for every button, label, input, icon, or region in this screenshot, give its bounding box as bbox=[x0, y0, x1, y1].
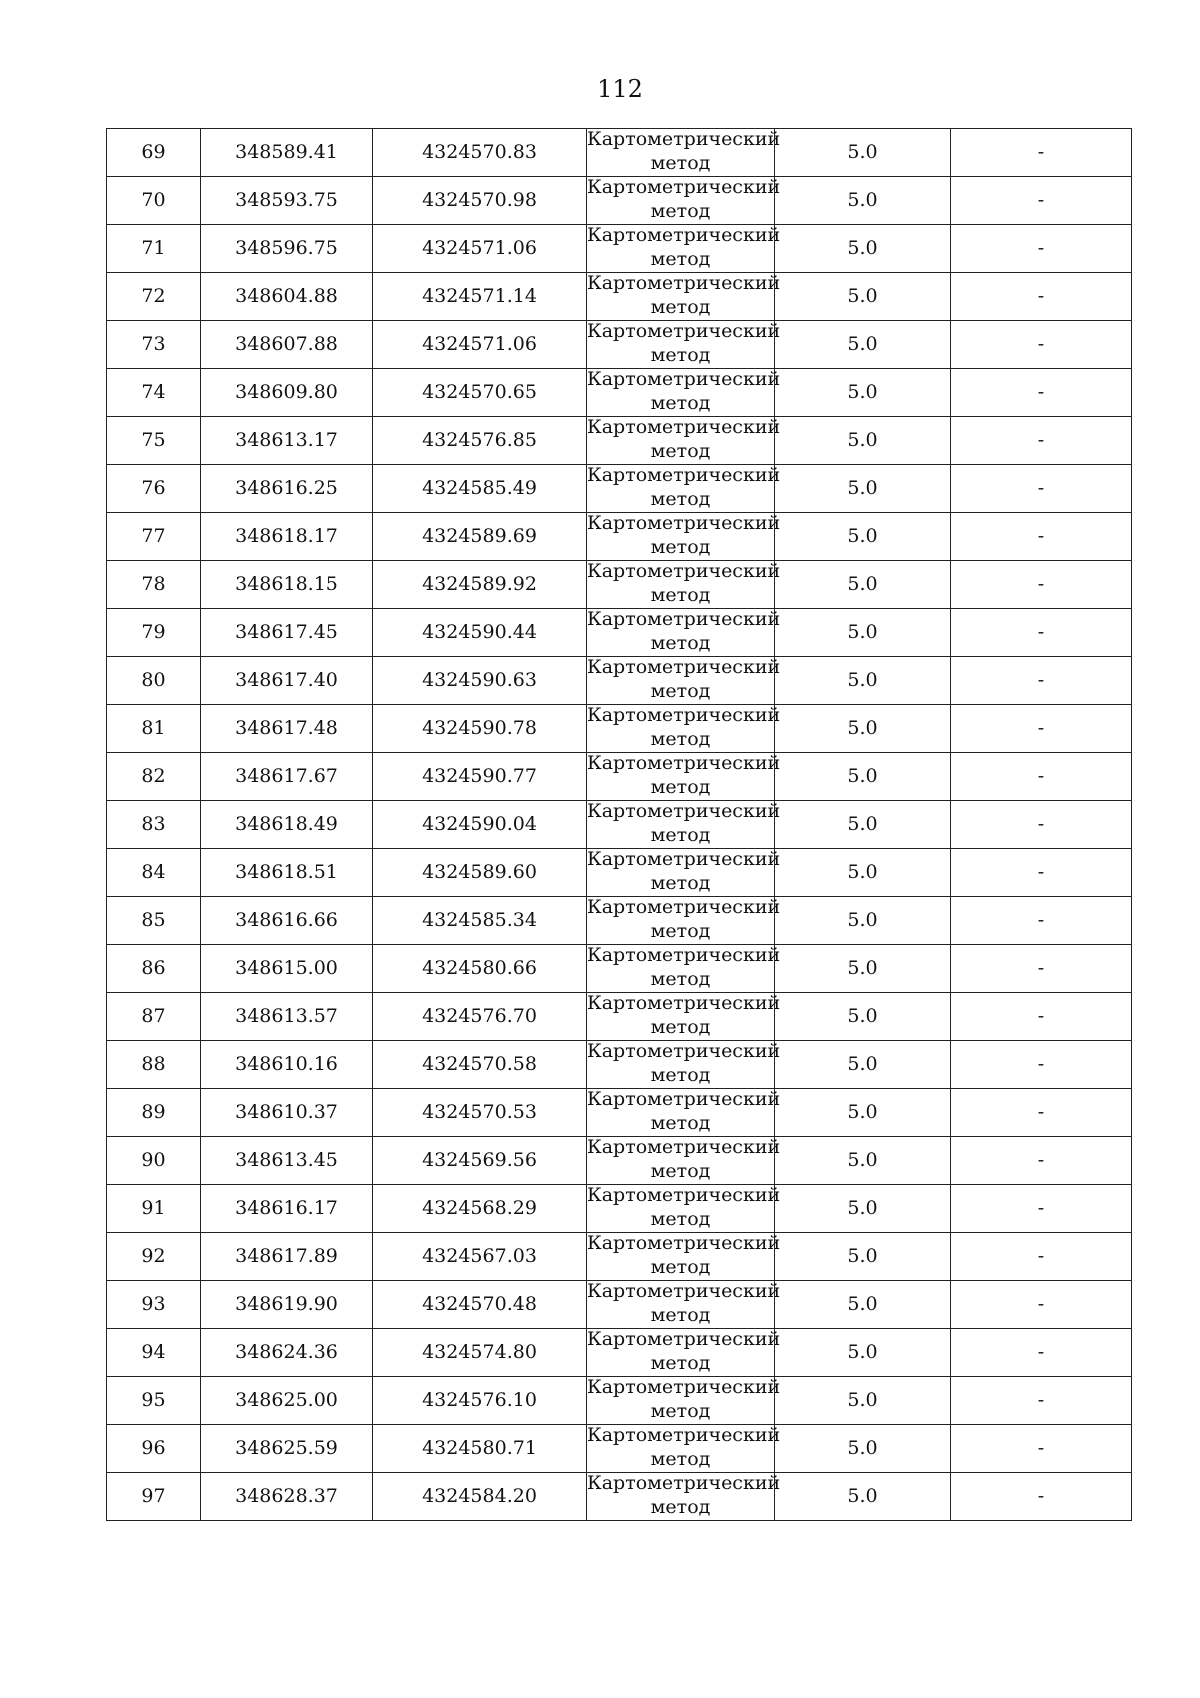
method-line: метод bbox=[650, 488, 711, 510]
accuracy-cell: 5.0 bbox=[775, 1425, 951, 1473]
method-cell bbox=[587, 512, 781, 561]
coordinate-y-cell: 4324590.63 bbox=[373, 657, 587, 705]
coordinate-y-cell: 4324580.66 bbox=[373, 945, 587, 993]
method-cell bbox=[587, 1040, 781, 1089]
method-cell bbox=[587, 1376, 781, 1425]
method-line: Картометрический bbox=[587, 1280, 781, 1302]
note-cell: - bbox=[951, 1185, 1132, 1233]
coordinate-x-cell: 348628.37 bbox=[201, 1473, 373, 1521]
note-cell: - bbox=[951, 993, 1132, 1041]
coordinate-x-cell: 348613.45 bbox=[201, 1137, 373, 1185]
method-line: метод bbox=[650, 1064, 711, 1086]
accuracy-cell: 5.0 bbox=[775, 1089, 951, 1137]
method-line: Картометрический bbox=[587, 176, 781, 198]
method-line: Картометрический bbox=[587, 368, 781, 390]
method-line: Картометрический bbox=[587, 512, 781, 534]
accuracy-cell: 5.0 bbox=[775, 1041, 951, 1089]
method-line: Картометрический bbox=[587, 848, 781, 870]
method-line: метод bbox=[650, 872, 711, 894]
accuracy-cell: 5.0 bbox=[775, 801, 951, 849]
coordinate-x-cell: 348616.25 bbox=[201, 465, 373, 513]
table-row bbox=[107, 1473, 1132, 1521]
note-cell: - bbox=[951, 753, 1132, 801]
coordinate-x-cell: 348618.49 bbox=[201, 801, 373, 849]
coordinate-x-cell: 348617.40 bbox=[201, 657, 373, 705]
coordinate-x-cell: 348617.67 bbox=[201, 753, 373, 801]
note-cell: - bbox=[951, 177, 1132, 225]
point-number-cell: 69 bbox=[107, 129, 201, 177]
note-cell: - bbox=[951, 465, 1132, 513]
method-cell bbox=[587, 704, 781, 753]
method-cell bbox=[587, 1184, 781, 1233]
method-line: метод bbox=[650, 1112, 711, 1134]
method-cell bbox=[587, 224, 781, 273]
point-number-cell: 76 bbox=[107, 465, 201, 513]
note-cell: - bbox=[951, 849, 1132, 897]
method-line: метод bbox=[650, 1256, 711, 1278]
method-line: Картометрический bbox=[587, 224, 781, 246]
point-number-cell: 89 bbox=[107, 1089, 201, 1137]
point-number-cell: 95 bbox=[107, 1377, 201, 1425]
point-number-cell: 97 bbox=[107, 1473, 201, 1521]
method-cell bbox=[587, 1088, 781, 1137]
coordinate-y-cell: 4324580.71 bbox=[373, 1425, 587, 1473]
accuracy-cell: 5.0 bbox=[775, 273, 951, 321]
coordinate-y-cell: 4324590.77 bbox=[373, 753, 587, 801]
table-row bbox=[107, 1137, 1132, 1185]
accuracy-cell: 5.0 bbox=[775, 1329, 951, 1377]
method-line: Картометрический bbox=[587, 704, 781, 726]
coordinate-y-cell: 4324584.20 bbox=[373, 1473, 587, 1521]
table-row bbox=[107, 561, 1132, 609]
method-line: Картометрический bbox=[587, 1088, 781, 1110]
note-cell: - bbox=[951, 225, 1132, 273]
point-number-cell: 88 bbox=[107, 1041, 201, 1089]
point-number-cell: 84 bbox=[107, 849, 201, 897]
table-row bbox=[107, 753, 1132, 801]
method-cell bbox=[587, 656, 781, 705]
method-line: метод bbox=[650, 1208, 711, 1230]
table-row bbox=[107, 1089, 1132, 1137]
table-row bbox=[107, 657, 1132, 705]
coordinate-x-cell: 348617.48 bbox=[201, 705, 373, 753]
note-cell: - bbox=[951, 1377, 1132, 1425]
accuracy-cell: 5.0 bbox=[775, 657, 951, 705]
method-line: метод bbox=[650, 392, 711, 414]
accuracy-cell: 5.0 bbox=[775, 1137, 951, 1185]
point-number-cell: 77 bbox=[107, 513, 201, 561]
coordinate-x-cell: 348624.36 bbox=[201, 1329, 373, 1377]
coordinate-y-cell: 4324570.98 bbox=[373, 177, 587, 225]
method-line: метод bbox=[650, 728, 711, 750]
coordinate-y-cell: 4324589.60 bbox=[373, 849, 587, 897]
coordinate-x-cell: 348625.00 bbox=[201, 1377, 373, 1425]
point-number-cell: 93 bbox=[107, 1281, 201, 1329]
table-row bbox=[107, 369, 1132, 417]
accuracy-cell: 5.0 bbox=[775, 561, 951, 609]
table-row bbox=[107, 1041, 1132, 1089]
method-line: Картометрический bbox=[587, 992, 781, 1014]
point-number-cell: 70 bbox=[107, 177, 201, 225]
method-line: метод bbox=[650, 440, 711, 462]
coordinates-table bbox=[106, 128, 1132, 1521]
method-line: Картометрический bbox=[587, 1424, 781, 1446]
accuracy-cell: 5.0 bbox=[775, 705, 951, 753]
method-line: метод bbox=[650, 1016, 711, 1038]
method-cell bbox=[587, 608, 781, 657]
method-cell bbox=[587, 128, 781, 177]
table-row bbox=[107, 273, 1132, 321]
point-number-cell: 86 bbox=[107, 945, 201, 993]
coordinate-y-cell: 4324585.49 bbox=[373, 465, 587, 513]
accuracy-cell: 5.0 bbox=[775, 993, 951, 1041]
method-cell bbox=[587, 896, 781, 945]
method-cell bbox=[587, 752, 781, 801]
note-cell: - bbox=[951, 897, 1132, 945]
coordinate-y-cell: 4324574.80 bbox=[373, 1329, 587, 1377]
method-cell bbox=[587, 1328, 781, 1377]
method-cell bbox=[587, 1232, 781, 1281]
coordinate-y-cell: 4324570.48 bbox=[373, 1281, 587, 1329]
table-row bbox=[107, 177, 1132, 225]
accuracy-cell: 5.0 bbox=[775, 465, 951, 513]
accuracy-cell: 5.0 bbox=[775, 753, 951, 801]
coordinate-y-cell: 4324570.58 bbox=[373, 1041, 587, 1089]
accuracy-cell: 5.0 bbox=[775, 129, 951, 177]
coordinate-x-cell: 348613.17 bbox=[201, 417, 373, 465]
method-line: Картометрический bbox=[587, 944, 781, 966]
method-cell bbox=[587, 1136, 781, 1185]
point-number-cell: 94 bbox=[107, 1329, 201, 1377]
table-row bbox=[107, 129, 1132, 177]
table-row bbox=[107, 897, 1132, 945]
coordinate-y-cell: 4324568.29 bbox=[373, 1185, 587, 1233]
method-line: Картометрический bbox=[587, 752, 781, 774]
note-cell: - bbox=[951, 657, 1132, 705]
method-line: Картометрический bbox=[587, 1376, 781, 1398]
point-number-cell: 78 bbox=[107, 561, 201, 609]
method-line: метод bbox=[650, 920, 711, 942]
table-row bbox=[107, 1329, 1132, 1377]
method-line: Картометрический bbox=[587, 608, 781, 630]
table-row bbox=[107, 1281, 1132, 1329]
point-number-cell: 90 bbox=[107, 1137, 201, 1185]
coordinate-y-cell: 4324589.92 bbox=[373, 561, 587, 609]
coordinate-y-cell: 4324585.34 bbox=[373, 897, 587, 945]
accuracy-cell: 5.0 bbox=[775, 609, 951, 657]
coordinate-x-cell: 348619.90 bbox=[201, 1281, 373, 1329]
coordinate-y-cell: 4324576.70 bbox=[373, 993, 587, 1041]
accuracy-cell: 5.0 bbox=[775, 417, 951, 465]
note-cell: - bbox=[951, 1233, 1132, 1281]
method-line: метод bbox=[650, 632, 711, 654]
method-line: метод bbox=[650, 1448, 711, 1470]
method-line: Картометрический bbox=[587, 464, 781, 486]
coordinate-x-cell: 348618.15 bbox=[201, 561, 373, 609]
point-number-cell: 83 bbox=[107, 801, 201, 849]
table-row bbox=[107, 1377, 1132, 1425]
note-cell: - bbox=[951, 1089, 1132, 1137]
coordinate-y-cell: 4324569.56 bbox=[373, 1137, 587, 1185]
table-row bbox=[107, 513, 1132, 561]
point-number-cell: 73 bbox=[107, 321, 201, 369]
note-cell: - bbox=[951, 1473, 1132, 1521]
coordinate-x-cell: 348618.17 bbox=[201, 513, 373, 561]
coordinate-x-cell: 348618.51 bbox=[201, 849, 373, 897]
method-line: метод bbox=[650, 344, 711, 366]
note-cell: - bbox=[951, 561, 1132, 609]
point-number-cell: 79 bbox=[107, 609, 201, 657]
method-line: Картометрический bbox=[587, 1472, 781, 1494]
note-cell: - bbox=[951, 705, 1132, 753]
method-cell bbox=[587, 368, 781, 417]
table-body bbox=[107, 129, 1132, 1521]
accuracy-cell: 5.0 bbox=[775, 369, 951, 417]
accuracy-cell: 5.0 bbox=[775, 1233, 951, 1281]
method-line: Картометрический bbox=[587, 1184, 781, 1206]
method-line: метод bbox=[650, 200, 711, 222]
note-cell: - bbox=[951, 801, 1132, 849]
note-cell: - bbox=[951, 417, 1132, 465]
coordinate-y-cell: 4324576.10 bbox=[373, 1377, 587, 1425]
point-number-cell: 87 bbox=[107, 993, 201, 1041]
coordinate-y-cell: 4324571.06 bbox=[373, 321, 587, 369]
coordinate-x-cell: 348617.45 bbox=[201, 609, 373, 657]
method-cell bbox=[587, 416, 781, 465]
accuracy-cell: 5.0 bbox=[775, 945, 951, 993]
method-cell bbox=[587, 1424, 781, 1473]
method-line: Картометрический bbox=[587, 1232, 781, 1254]
coordinate-x-cell: 348589.41 bbox=[201, 129, 373, 177]
coordinate-y-cell: 4324590.78 bbox=[373, 705, 587, 753]
coordinate-y-cell: 4324567.03 bbox=[373, 1233, 587, 1281]
accuracy-cell: 5.0 bbox=[775, 321, 951, 369]
point-number-cell: 82 bbox=[107, 753, 201, 801]
point-number-cell: 92 bbox=[107, 1233, 201, 1281]
method-cell bbox=[587, 992, 781, 1041]
coordinate-x-cell: 348609.80 bbox=[201, 369, 373, 417]
method-line: Картометрический bbox=[587, 128, 781, 150]
table-row bbox=[107, 945, 1132, 993]
table-row bbox=[107, 1233, 1132, 1281]
table-row bbox=[107, 1185, 1132, 1233]
accuracy-cell: 5.0 bbox=[775, 897, 951, 945]
note-cell: - bbox=[951, 1041, 1132, 1089]
table-row bbox=[107, 465, 1132, 513]
method-cell bbox=[587, 944, 781, 993]
method-line: метод bbox=[650, 584, 711, 606]
point-number-cell: 91 bbox=[107, 1185, 201, 1233]
table-row bbox=[107, 993, 1132, 1041]
note-cell: - bbox=[951, 513, 1132, 561]
note-cell: - bbox=[951, 1137, 1132, 1185]
method-line: Картометрический bbox=[587, 272, 781, 294]
method-line: Картометрический bbox=[587, 1328, 781, 1350]
method-line: Картометрический bbox=[587, 800, 781, 822]
note-cell: - bbox=[951, 609, 1132, 657]
method-cell bbox=[587, 176, 781, 225]
point-number-cell: 75 bbox=[107, 417, 201, 465]
table-row bbox=[107, 609, 1132, 657]
note-cell: - bbox=[951, 1425, 1132, 1473]
coordinate-x-cell: 348616.66 bbox=[201, 897, 373, 945]
coordinate-x-cell: 348610.37 bbox=[201, 1089, 373, 1137]
method-cell bbox=[587, 1280, 781, 1329]
method-line: метод bbox=[650, 248, 711, 270]
method-line: метод bbox=[650, 1304, 711, 1326]
method-cell bbox=[587, 848, 781, 897]
method-line: Картометрический bbox=[587, 1136, 781, 1158]
method-cell bbox=[587, 320, 781, 369]
method-line: метод bbox=[650, 1352, 711, 1374]
table-row bbox=[107, 1425, 1132, 1473]
method-line: метод bbox=[650, 1160, 711, 1182]
table-row bbox=[107, 705, 1132, 753]
method-line: метод bbox=[650, 968, 711, 990]
method-line: метод bbox=[650, 680, 711, 702]
method-cell bbox=[587, 800, 781, 849]
coordinate-y-cell: 4324589.69 bbox=[373, 513, 587, 561]
note-cell: - bbox=[951, 1281, 1132, 1329]
method-cell bbox=[587, 1472, 781, 1521]
coordinate-x-cell: 348613.57 bbox=[201, 993, 373, 1041]
point-number-cell: 71 bbox=[107, 225, 201, 273]
accuracy-cell: 5.0 bbox=[775, 1185, 951, 1233]
table-row bbox=[107, 225, 1132, 273]
point-number-cell: 81 bbox=[107, 705, 201, 753]
coordinate-x-cell: 348596.75 bbox=[201, 225, 373, 273]
accuracy-cell: 5.0 bbox=[775, 849, 951, 897]
method-line: метод bbox=[650, 824, 711, 846]
table-row bbox=[107, 849, 1132, 897]
method-line: Картометрический bbox=[587, 1040, 781, 1062]
point-number-cell: 96 bbox=[107, 1425, 201, 1473]
accuracy-cell: 5.0 bbox=[775, 1473, 951, 1521]
coordinate-x-cell: 348593.75 bbox=[201, 177, 373, 225]
accuracy-cell: 5.0 bbox=[775, 225, 951, 273]
note-cell: - bbox=[951, 273, 1132, 321]
method-line: метод bbox=[650, 1400, 711, 1422]
method-line: метод bbox=[650, 152, 711, 174]
method-line: Картометрический bbox=[587, 560, 781, 582]
method-line: метод bbox=[650, 536, 711, 558]
coordinate-x-cell: 348607.88 bbox=[201, 321, 373, 369]
method-line: метод bbox=[650, 296, 711, 318]
note-cell: - bbox=[951, 321, 1132, 369]
method-line: Картометрический bbox=[587, 320, 781, 342]
accuracy-cell: 5.0 bbox=[775, 513, 951, 561]
table-row bbox=[107, 417, 1132, 465]
coordinate-x-cell: 348604.88 bbox=[201, 273, 373, 321]
method-line: Картометрический bbox=[587, 896, 781, 918]
coordinate-x-cell: 348615.00 bbox=[201, 945, 373, 993]
method-cell bbox=[587, 464, 781, 513]
coordinate-y-cell: 4324576.85 bbox=[373, 417, 587, 465]
coordinate-x-cell: 348617.89 bbox=[201, 1233, 373, 1281]
method-line: Картометрический bbox=[587, 656, 781, 678]
method-line: Картометрический bbox=[587, 416, 781, 438]
coordinate-x-cell: 348610.16 bbox=[201, 1041, 373, 1089]
note-cell: - bbox=[951, 945, 1132, 993]
note-cell: - bbox=[951, 129, 1132, 177]
note-cell: - bbox=[951, 369, 1132, 417]
coordinate-y-cell: 4324570.65 bbox=[373, 369, 587, 417]
method-cell bbox=[587, 272, 781, 321]
coordinate-x-cell: 348616.17 bbox=[201, 1185, 373, 1233]
point-number-cell: 85 bbox=[107, 897, 201, 945]
method-line: метод bbox=[650, 1496, 711, 1518]
point-number-cell: 74 bbox=[107, 369, 201, 417]
method-line: метод bbox=[650, 776, 711, 798]
table-row bbox=[107, 801, 1132, 849]
accuracy-cell: 5.0 bbox=[775, 1281, 951, 1329]
table-row bbox=[107, 321, 1132, 369]
coordinate-y-cell: 4324570.83 bbox=[373, 129, 587, 177]
page-number: 112 bbox=[597, 75, 643, 103]
point-number-cell: 80 bbox=[107, 657, 201, 705]
coordinate-y-cell: 4324571.14 bbox=[373, 273, 587, 321]
coordinate-y-cell: 4324571.06 bbox=[373, 225, 587, 273]
accuracy-cell: 5.0 bbox=[775, 177, 951, 225]
accuracy-cell: 5.0 bbox=[775, 1377, 951, 1425]
note-cell: - bbox=[951, 1329, 1132, 1377]
coordinate-x-cell: 348625.59 bbox=[201, 1425, 373, 1473]
coordinate-y-cell: 4324590.04 bbox=[373, 801, 587, 849]
coordinate-y-cell: 4324570.53 bbox=[373, 1089, 587, 1137]
method-cell bbox=[587, 560, 781, 609]
coordinate-y-cell: 4324590.44 bbox=[373, 609, 587, 657]
point-number-cell: 72 bbox=[107, 273, 201, 321]
